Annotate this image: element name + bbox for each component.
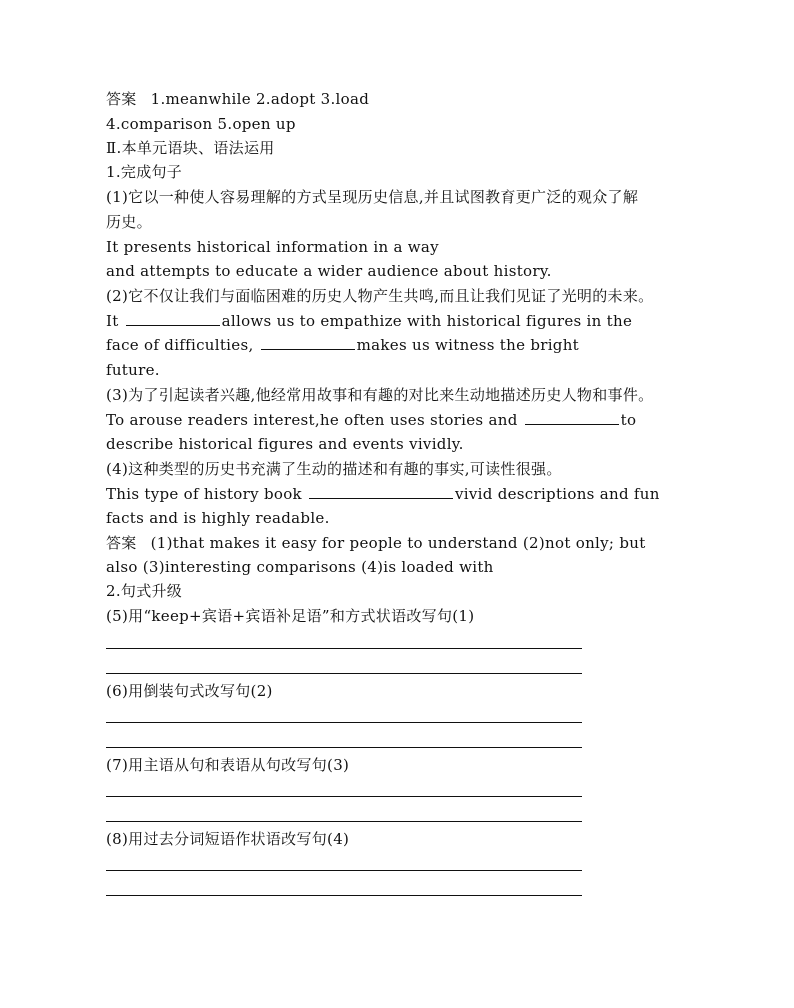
q3-text-a: To arouse readers interest,he often uses stories and (106, 411, 518, 429)
q2-english-line-2 (106, 335, 579, 355)
q4-blank[interactable] (309, 484, 453, 499)
q1-english-line-2: and attempts to educate a wider audience about history. (106, 262, 552, 280)
q3-english-line-2: describe historical figures and events vividly. (106, 435, 464, 453)
q2-text-a: It (106, 312, 119, 330)
q1-chinese-line-1: (1)它以一种使人容易理解的方式呈现历史信息,并且试图教育更广泛的观众了解 (106, 188, 639, 206)
q4-english-line-1 (106, 484, 660, 504)
q4-text-a: This type of history book (106, 485, 302, 503)
q6-answer-line-2[interactable] (106, 747, 582, 748)
q2-text-d: makes us witness the bright (356, 336, 579, 354)
answer-line-2: 4.comparison 5.open up (106, 115, 296, 133)
q3-blank[interactable] (525, 410, 619, 425)
q1-chinese-line-2: 历史。 (106, 213, 152, 231)
q8-prompt: (8)用过去分词短语作状语改写句(4) (106, 830, 350, 848)
part2-title: 2.句式升级 (106, 582, 183, 600)
q3-text-b: to (620, 411, 637, 429)
q7-answer-line-2[interactable] (106, 821, 582, 822)
q3-english-line-1 (106, 410, 636, 430)
part-title: 1.完成句子 (106, 163, 183, 181)
q4-chinese: (4)这种类型的历史书充满了生动的描述和有趣的事实,可读性很强。 (106, 460, 562, 478)
answer-label: 答案 (106, 90, 137, 108)
q2-english-line-3: future. (106, 361, 160, 379)
q4-text-b: vivid descriptions and fun (455, 485, 660, 503)
q4-english-line-2: facts and is highly readable. (106, 509, 330, 527)
q1-english-line-1: It presents historical information in a way (106, 238, 439, 256)
answer2-line-2: also (3)interesting comparisons (4)is loaded with (106, 558, 494, 576)
answer-line-1 (106, 89, 369, 109)
q8-answer-line-1[interactable] (106, 870, 582, 871)
q5-prompt: (5)用“keep+宾语+宾语补足语”和方式状语改写句(1) (106, 607, 475, 625)
q7-answer-line-1[interactable] (106, 796, 582, 797)
q2-chinese: (2)它不仅让我们与面临困难的历史人物产生共鸣,而且让我们见证了光明的未来。 (106, 287, 654, 305)
q2-english-line-1 (106, 311, 632, 331)
q8-answer-line-2[interactable] (106, 895, 582, 896)
q5-answer-line-1[interactable] (106, 648, 582, 649)
q7-prompt: (7)用主语从句和表语从句改写句(3) (106, 756, 350, 774)
q6-prompt: (6)用倒装句式改写句(2) (106, 682, 273, 700)
section-title: Ⅱ.本单元语块、语法运用 (106, 139, 275, 157)
answer2-text: (1)that makes it easy for people to understand (2)not only; but (150, 534, 646, 552)
q2-blank-2[interactable] (261, 335, 355, 350)
answer2-label: 答案 (106, 534, 137, 552)
q2-blank-1[interactable] (126, 311, 220, 326)
answer-text: 1.meanwhile 2.adopt 3.load (150, 90, 370, 108)
q6-answer-line-1[interactable] (106, 722, 582, 723)
q2-text-c: face of difficulties, (106, 336, 254, 354)
q2-text-b: allows us to empathize with historical figures in the (221, 312, 633, 330)
answer2-line-1 (106, 533, 646, 553)
q5-answer-line-2[interactable] (106, 673, 582, 674)
q3-chinese: (3)为了引起读者兴趣,他经常用故事和有趣的对比来生动地描述历史人物和事件。 (106, 386, 654, 404)
